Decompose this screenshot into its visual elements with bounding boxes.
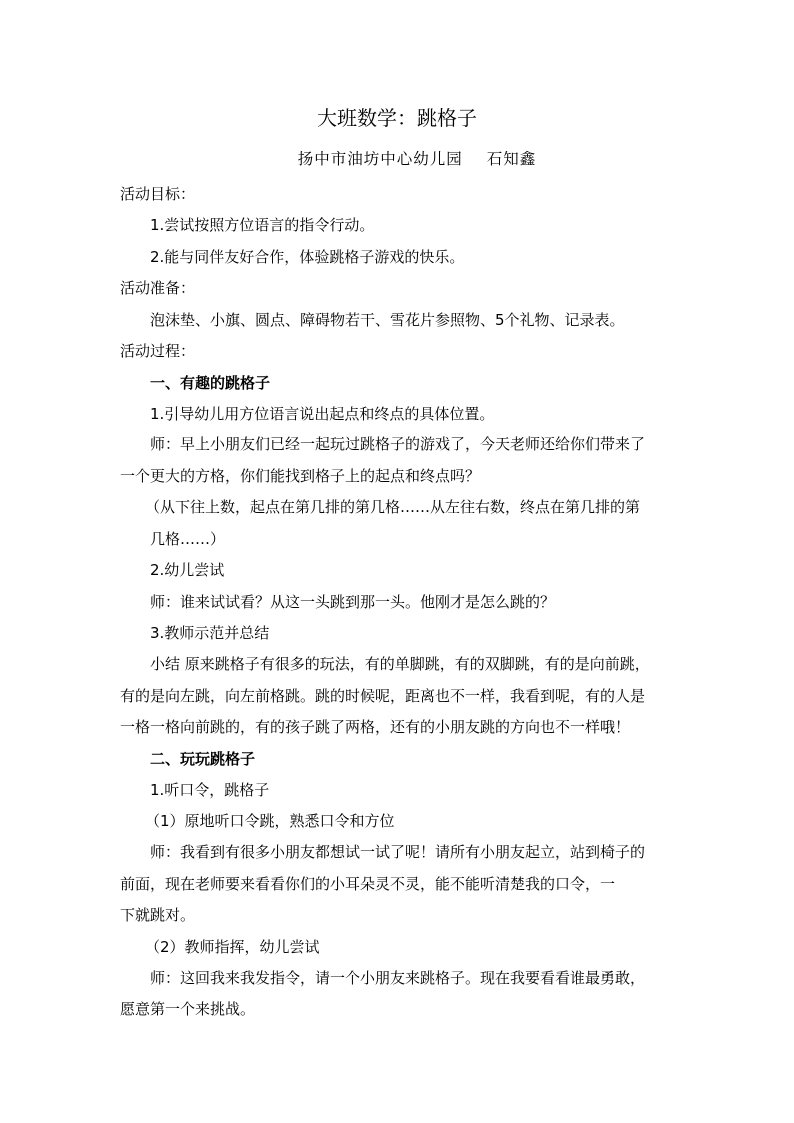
sub-step-1: （1）原地听口令跳，熟悉口令和方位 [145, 812, 395, 830]
school-name: 扬中市油坊中心幼儿园 [297, 150, 463, 168]
teacher-line-3c: 下就跳对。 [120, 906, 196, 924]
section-1-step-2: 2.幼儿尝试 [150, 561, 225, 579]
summary-line-3: 一格一格向前跳的，有的孩子跳了两格，还有的小朋友跳的方向也不一样哦！ [120, 718, 631, 736]
goals-heading: 活动目标： [120, 185, 196, 203]
teacher-line-3a: 师：我看到有很多小朋友都想试一试了呢！请所有小朋友起立，站到椅子的 [150, 843, 646, 861]
section-2-heading: 二、玩玩跳格子 [150, 750, 256, 768]
prep-text: 泡沫垫、小旗、圆点、障碍物若干、雪花片参照物、5个礼物、记录表。 [150, 311, 625, 329]
summary-line-2: 有的是向左跳，向左前格跳。跳的时候呢，距离也不一样，我看到呢，有的人是 [120, 687, 646, 705]
teacher-line-1a: 师：早上小朋友们已经一起玩过跳格子的游戏了，今天老师还给你们带来了 [150, 435, 646, 453]
author-line [0, 148, 794, 170]
summary-line-1: 小结 原来跳格子有很多的玩法，有的单脚跳，有的双脚跳，有的是向前跳， [150, 655, 650, 673]
section-2-step-1: 1.听口令，跳格子 [150, 781, 270, 799]
section-1-step-1: 1.引导幼儿用方位语言说出起点和终点的具体位置。 [150, 405, 495, 423]
teacher-line-2: 师：谁来试试看？从这一头跳到那一头。他刚才是怎么跳的？ [150, 593, 556, 611]
section-1-heading: 一、有趣的跳格子 [150, 374, 271, 392]
teacher-line-1b: 一个更大的方格，你们能找到格子上的起点和终点吗？ [120, 467, 481, 485]
teacher-line-3b: 前面，现在老师要来看看你们的小耳朵灵不灵，能不能听清楚我的口令，一 [120, 875, 616, 893]
sub-step-2: （2）教师指挥，幼儿尝试 [145, 938, 320, 956]
process-heading: 活动过程： [120, 342, 196, 360]
goal-item-1: 1.尝试按照方位语言的指令行动。 [150, 216, 375, 234]
teacher-line-4b: 愿意第一个来挑战。 [120, 1000, 256, 1018]
document-title: 大班数学：跳格子 [317, 106, 477, 130]
teacher-line-4a: 师：这回我来我发指令，请一个小朋友来跳格子。现在我要看看谁最勇敢， [150, 969, 646, 987]
goal-item-2: 2.能与同伴友好合作，体验跳格子游戏的快乐。 [150, 248, 465, 266]
section-1-step-3: 3.教师示范并总结 [150, 624, 270, 642]
author-name: 石知鑫 [486, 150, 537, 168]
note-line-1b: 几格……） [150, 530, 226, 548]
prep-heading: 活动准备： [120, 279, 196, 297]
note-line-1a: （从下往上数，起点在第几排的第几格……从左往右数，终点在第几排的第 [145, 498, 641, 516]
